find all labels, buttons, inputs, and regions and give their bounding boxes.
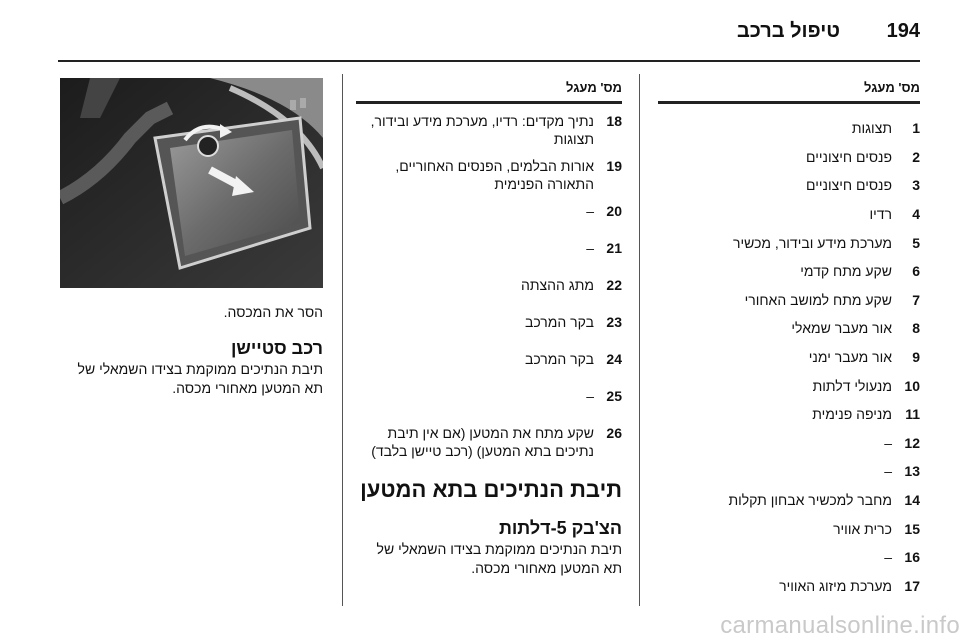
legend-number: 1 — [912, 120, 920, 137]
legend-text: פנסים חיצוניים — [806, 177, 892, 194]
legend-item — [356, 313, 622, 341]
legend-number: 13 — [904, 463, 920, 480]
legend-item — [356, 112, 622, 148]
legend-item — [356, 157, 622, 193]
legend-number: 14 — [904, 492, 920, 509]
legend-number: 17 — [904, 577, 920, 594]
legend-list-middle — [356, 112, 622, 460]
legend-text: מערכת מיזוג האוויר — [779, 577, 892, 594]
legend-item — [356, 239, 622, 267]
legend-text: – — [884, 463, 892, 480]
legend-text: שקע מתח את המטען (אם אין תיבת נתיכים בתא המטען) (רכב טיישן בלבד) — [371, 425, 594, 459]
legend-text: שקע מתח קדמי — [800, 263, 892, 280]
legend-text: מנעולי דלתות — [812, 377, 892, 394]
legend-number: 25 — [606, 388, 622, 404]
legend-list-right — [658, 114, 920, 600]
legend-text: אור מעבר שמאלי — [791, 320, 892, 337]
legend-header-rule — [658, 101, 920, 104]
legend-number: 15 — [904, 520, 920, 537]
legend-number: 6 — [912, 263, 920, 280]
legend-item — [658, 572, 920, 601]
legend-item — [658, 171, 920, 200]
legend-text: תצוגות — [851, 120, 892, 137]
page-title: טיפול ברכב — [736, 20, 840, 42]
legend-item — [658, 543, 920, 572]
subsection-title: הצ'בק 5-דלתות — [498, 518, 622, 538]
legend-header: מס' מעגל — [864, 80, 920, 95]
legend-number: 18 — [606, 113, 622, 129]
legend-text: שקע מתח למושב האחורי — [744, 291, 892, 308]
legend-number: 3 — [912, 177, 920, 194]
legend-number: 12 — [904, 434, 920, 451]
figure-caption: הסר את המכסה. — [223, 304, 323, 320]
legend-item — [658, 371, 920, 400]
legend-text: נתיך מקדים: רדיו, מערכת מידע ובידור, תצוגות — [370, 113, 594, 147]
legend-number: 22 — [606, 277, 622, 293]
legend-item — [356, 387, 622, 415]
legend-number: 11 — [905, 406, 920, 423]
legend-column-right — [658, 78, 920, 600]
legend-text: רדיו — [869, 206, 892, 223]
legend-number: 19 — [606, 158, 622, 174]
legend-text: אור מעבר ימני — [808, 349, 892, 366]
station-wagon-title: רכב סטיישן — [230, 338, 323, 358]
legend-item — [658, 457, 920, 486]
legend-item — [658, 257, 920, 286]
legend-text: מחבר למכשיר אבחון תקלות — [728, 492, 892, 509]
legend-text: כרית אוויר — [833, 520, 892, 537]
page-header — [0, 0, 960, 60]
legend-text: פנסים חיצוניים — [806, 148, 892, 165]
legend-text: בקר המרכב — [525, 314, 594, 330]
legend-text: – — [884, 434, 892, 451]
legend-item — [658, 200, 920, 229]
legend-item — [658, 114, 920, 143]
legend-item — [658, 486, 920, 515]
legend-item — [658, 429, 920, 458]
legend-number: 5 — [912, 234, 920, 251]
legend-item — [658, 286, 920, 315]
legend-text: מניפה פנימית — [812, 406, 892, 423]
legend-text: אורות הבלמים, הפנסים האחוריים, התאורה הפנימית — [395, 158, 594, 192]
trunk-panel-illustration — [60, 78, 323, 288]
legend-number: 8 — [912, 320, 920, 337]
legend-number: 7 — [912, 291, 920, 308]
legend-number: 2 — [912, 148, 920, 165]
legend-text: – — [884, 549, 892, 566]
watermark[interactable]: carmanualsonline.info — [720, 612, 960, 639]
legend-number: 9 — [912, 349, 920, 366]
section-title: תיבת הנתיכים בתא המטען — [360, 477, 622, 502]
page-number: 194 — [886, 20, 920, 42]
legend-item — [356, 350, 622, 378]
legend-number: 24 — [606, 351, 622, 367]
legend-text: – — [586, 203, 594, 219]
legend-column-middle — [356, 78, 622, 578]
legend-item — [356, 276, 622, 304]
fuse-box-cover-photo — [60, 78, 323, 288]
column-divider-right — [639, 74, 640, 606]
legend-item — [658, 343, 920, 372]
legend-text: מערכת מידע ובידור, מכשיר — [733, 234, 892, 251]
legend-text: בקר המרכב — [525, 351, 594, 367]
legend-number: 10 — [904, 377, 920, 394]
station-wagon-body: תיבת הנתיכים ממוקמת בצידו השמאלי של תא המטען מאחורי מכסה. — [77, 361, 323, 396]
legend-number: 26 — [606, 425, 622, 441]
legend-item — [356, 424, 622, 460]
legend-item — [356, 202, 622, 230]
legend-item — [658, 228, 920, 257]
legend-text: – — [586, 388, 594, 404]
legend-number: 21 — [606, 240, 622, 256]
header-rule — [58, 60, 920, 62]
legend-item — [658, 314, 920, 343]
legend-item — [658, 514, 920, 543]
legend-number: 23 — [606, 314, 622, 330]
legend-text: – — [586, 240, 594, 256]
column-divider-left — [342, 74, 343, 606]
legend-number: 4 — [912, 206, 920, 223]
legend-item — [658, 143, 920, 172]
station-wagon-section — [60, 336, 323, 398]
legend-header-rule — [356, 101, 622, 104]
legend-number: 20 — [606, 203, 622, 219]
section-body: תיבת הנתיכים ממוקמת בצידו השמאלי של תא המטען מאחורי מכסה. — [376, 541, 622, 576]
legend-text: מתג ההצתה — [520, 277, 594, 293]
legend-header: מס' מעגל — [566, 80, 622, 95]
legend-item — [658, 400, 920, 429]
legend-number: 16 — [904, 549, 920, 566]
